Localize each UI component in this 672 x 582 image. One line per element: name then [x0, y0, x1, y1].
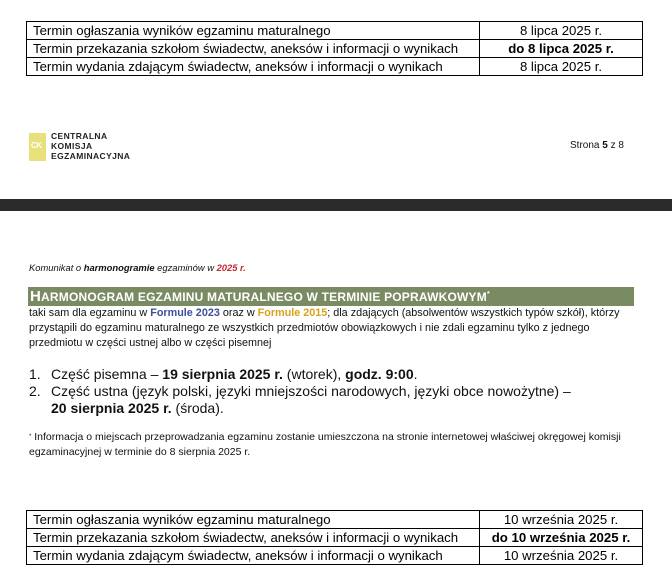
logo-text: CENTRALNA KOMISJA EGZAMINACYJNA	[51, 131, 131, 161]
table-row	[27, 547, 643, 565]
row-label: Termin wydania zdającym świadectw, aneksów i informacji o wynikach	[27, 58, 480, 76]
section-banner: HARMONOGRAM EGZAMINU MATURALNEGO W TERMINIE POPRAWKOWYM*	[28, 287, 634, 306]
intro-paragraph: taki sam dla egzaminu w Formule 2023 oraz w Formule 2015; dla zdających (absolwentów wszystkich typów szkół), którzy przystąpili do egzaminu maturalnego ze wszystkich przedmiotów obowiązkowych i nie zdali egzaminu tylko z jednego przedmiotu w części ustnej albo w części pisemnej	[29, 307, 620, 349]
row-date: 10 września 2025 r.	[480, 547, 643, 565]
table-row	[27, 529, 643, 547]
table-row	[27, 40, 643, 58]
row-label: Termin ogłaszania wyników egzaminu maturalnego	[27, 511, 480, 529]
page-separator	[0, 199, 672, 211]
row-label: Termin przekazania szkołom świadectw, aneksów i informacji o wynikach	[27, 529, 480, 547]
row-date: do 8 lipca 2025 r.	[480, 40, 643, 58]
table-row	[27, 511, 643, 529]
table-row	[27, 22, 643, 40]
row-label: Termin wydania zdającym świadectw, aneksów i informacji o wynikach	[27, 547, 480, 565]
row-label: Termin przekazania szkołom świadectw, aneksów i informacji o wynikach	[27, 40, 480, 58]
cke-logo	[29, 131, 130, 161]
row-date: do 10 września 2025 r.	[480, 529, 643, 547]
row-date: 8 lipca 2025 r.	[480, 22, 643, 40]
results-dates-table-top	[26, 21, 643, 76]
list-item: 1. Część pisemna – 19 sierpnia 2025 r. (wtorek), godz. 9:00.	[29, 366, 418, 382]
row-date: 10 września 2025 r.	[480, 511, 643, 529]
results-dates-table-bottom	[26, 510, 643, 565]
row-label: Termin ogłaszania wyników egzaminu maturalnego	[27, 22, 480, 40]
list-item: 2. Część ustna (język polski, języki mniejszości narodowych, języki obce nowożytne) – 20 sierpnia 2025 r. (środa).	[29, 383, 571, 416]
page-header: Komunikat o harmonogramie egzaminów w 2025 r.	[29, 262, 246, 273]
table-row	[27, 58, 643, 76]
page-number: Strona 5 z 8	[570, 140, 624, 151]
footnote: * Informacja o miejscach przeprowadzania egzaminu zostanie umieszczona na stronie internetowej właściwej okręgowej komisji egzaminacyjnej w terminie do 8 sierpnia 2025 r.	[29, 431, 621, 458]
logo-mark-icon: CK	[29, 133, 46, 161]
row-date: 8 lipca 2025 r.	[480, 58, 643, 76]
exam-parts-list	[29, 366, 649, 417]
